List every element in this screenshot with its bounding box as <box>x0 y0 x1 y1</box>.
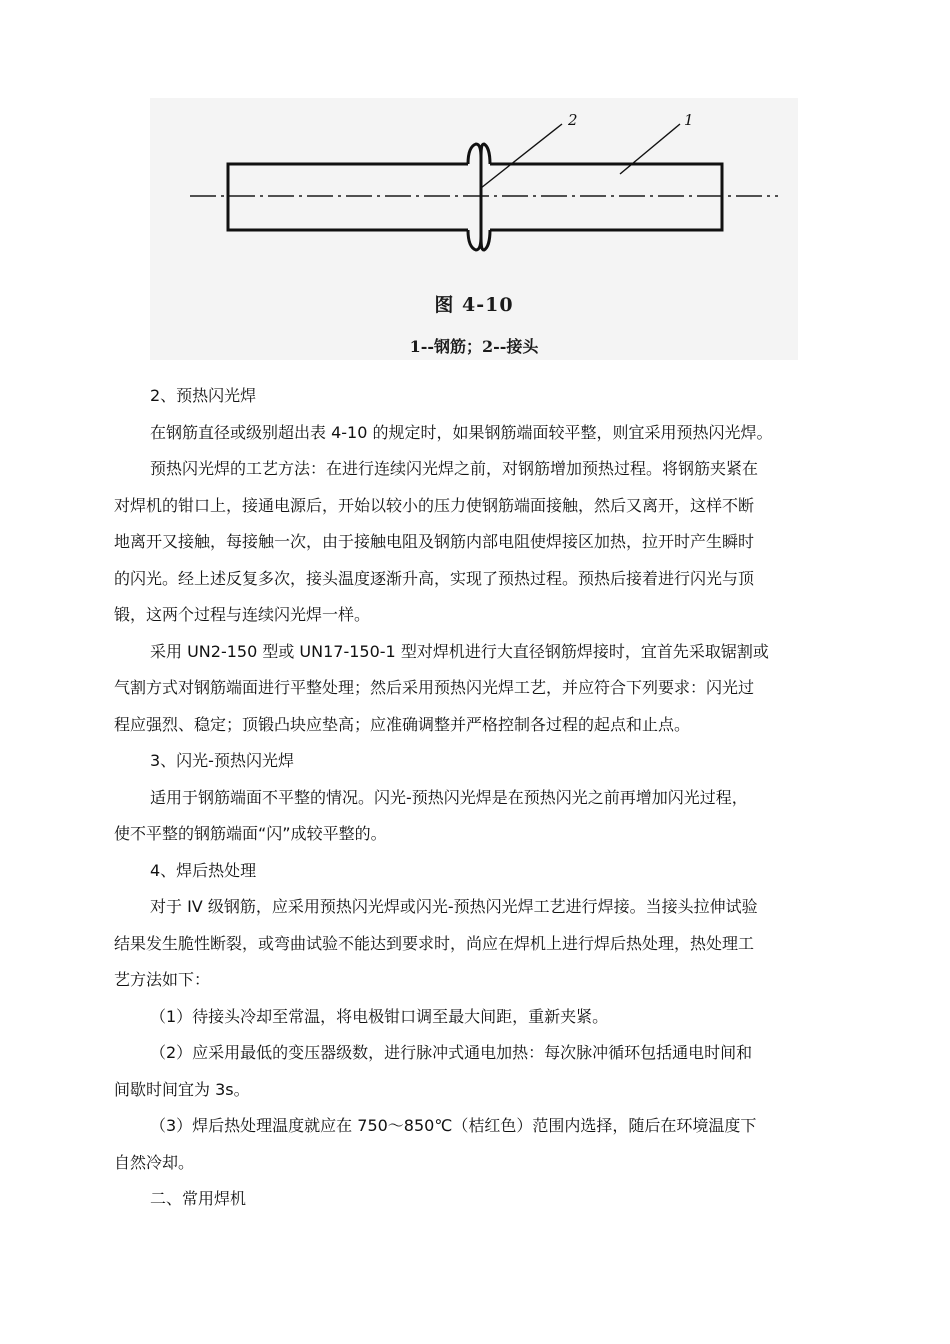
joint-bulge-right <box>481 144 490 250</box>
rebar-right <box>490 164 722 230</box>
list-item: （3）焊后热处理温度就应在 750～850℃（桔红色）范围内选择，随后在环境温度下 <box>150 1116 757 1135</box>
leader-line-2 <box>481 124 562 188</box>
paragraph-line: 艺方法如下： <box>114 970 211 989</box>
paragraph-line: 在钢筋直径或级别超出表 4-10 的规定时，如果钢筋端面较平整，则宜采用预热闪光焊。 <box>150 422 773 442</box>
rebar-left <box>228 164 468 230</box>
leader-line-1 <box>620 124 680 174</box>
list-item-continued: 间歇时间宜为 3s。 <box>114 1079 250 1099</box>
rebar-joint-drawing <box>150 98 798 360</box>
paragraph-line: 锻，这两个过程与连续闪光焊一样。 <box>114 605 371 624</box>
paragraph-line: 程应强烈、稳定；顶锻凸块应垫高；应准确调整并严格控制各过程的起点和止点。 <box>114 714 691 734</box>
figure-caption: 1--钢筋；2--接头 <box>409 337 539 356</box>
paragraph-line: 使不平整的钢筋端面“闪”成较平整的。 <box>114 824 387 843</box>
paragraph-line: 对焊机的钳口上，接通电源后，开始以较小的压力使钢筋端面接触，然后又离开，这样不断 <box>114 495 755 515</box>
figure-title: 图 4-10 <box>434 294 514 316</box>
paragraph-line: 结果发生脆性断裂，或弯曲试验不能达到要求时，尚应在焊机上进行焊后热处理，热处理工 <box>114 933 755 953</box>
paragraph-line: 对于 IV 级钢筋，应采用预热闪光焊或闪光-预热闪光焊工艺进行焊接。当接头拉伸试验 <box>150 897 758 916</box>
list-item-continued: 自然冷却。 <box>114 1152 195 1172</box>
heading-preheat-flash-welding: 2、预热闪光焊 <box>150 386 257 405</box>
label-1: 1 <box>684 111 694 129</box>
heading-common-welders: 二、常用焊机 <box>150 1189 247 1208</box>
list-item: （1）待接头冷却至常温，将电极钳口调至最大间距，重新夹紧。 <box>150 1006 609 1026</box>
list-item: （2）应采用最低的变压器级数，进行脉冲式通电加热：每次脉冲循环包括通电时间和 <box>150 1043 753 1062</box>
paragraph-line: 预热闪光焊的工艺方法：在进行连续闪光焊之前，对钢筋增加预热过程。将钢筋夹紧在 <box>150 459 759 478</box>
document-body <box>114 378 884 1218</box>
paragraph-line: 气割方式对钢筋端面进行平整处理；然后采用预热闪光焊工艺，并应符合下列要求：闪光过 <box>114 678 755 697</box>
paragraph-line: 地离开又接触，每接触一次，由于接触电阻及钢筋内部电阻使焊接区加热，拉开时产生瞬时 <box>114 532 755 551</box>
paragraph-line: 适用于钢筋端面不平整的情况。闪光-预热闪光焊是在预热闪光之前再增加闪光过程， <box>150 787 748 807</box>
figure-4-10 <box>150 98 798 360</box>
heading-flash-preheat-flash-welding: 3、闪光-预热闪光焊 <box>150 751 294 770</box>
joint-bulge-left <box>468 144 481 250</box>
heading-post-weld-heat-treatment: 4、焊后热处理 <box>150 860 257 880</box>
label-2: 2 <box>568 111 578 129</box>
paragraph-line: 采用 UN2-150 型或 UN17-150-1 型对焊机进行大直径钢筋焊接时，宜首先采取锯割或 <box>150 641 769 661</box>
paragraph-line: 的闪光。经上述反复多次，接头温度逐渐升高，实现了预热过程。预热后接着进行闪光与顶 <box>114 568 755 588</box>
